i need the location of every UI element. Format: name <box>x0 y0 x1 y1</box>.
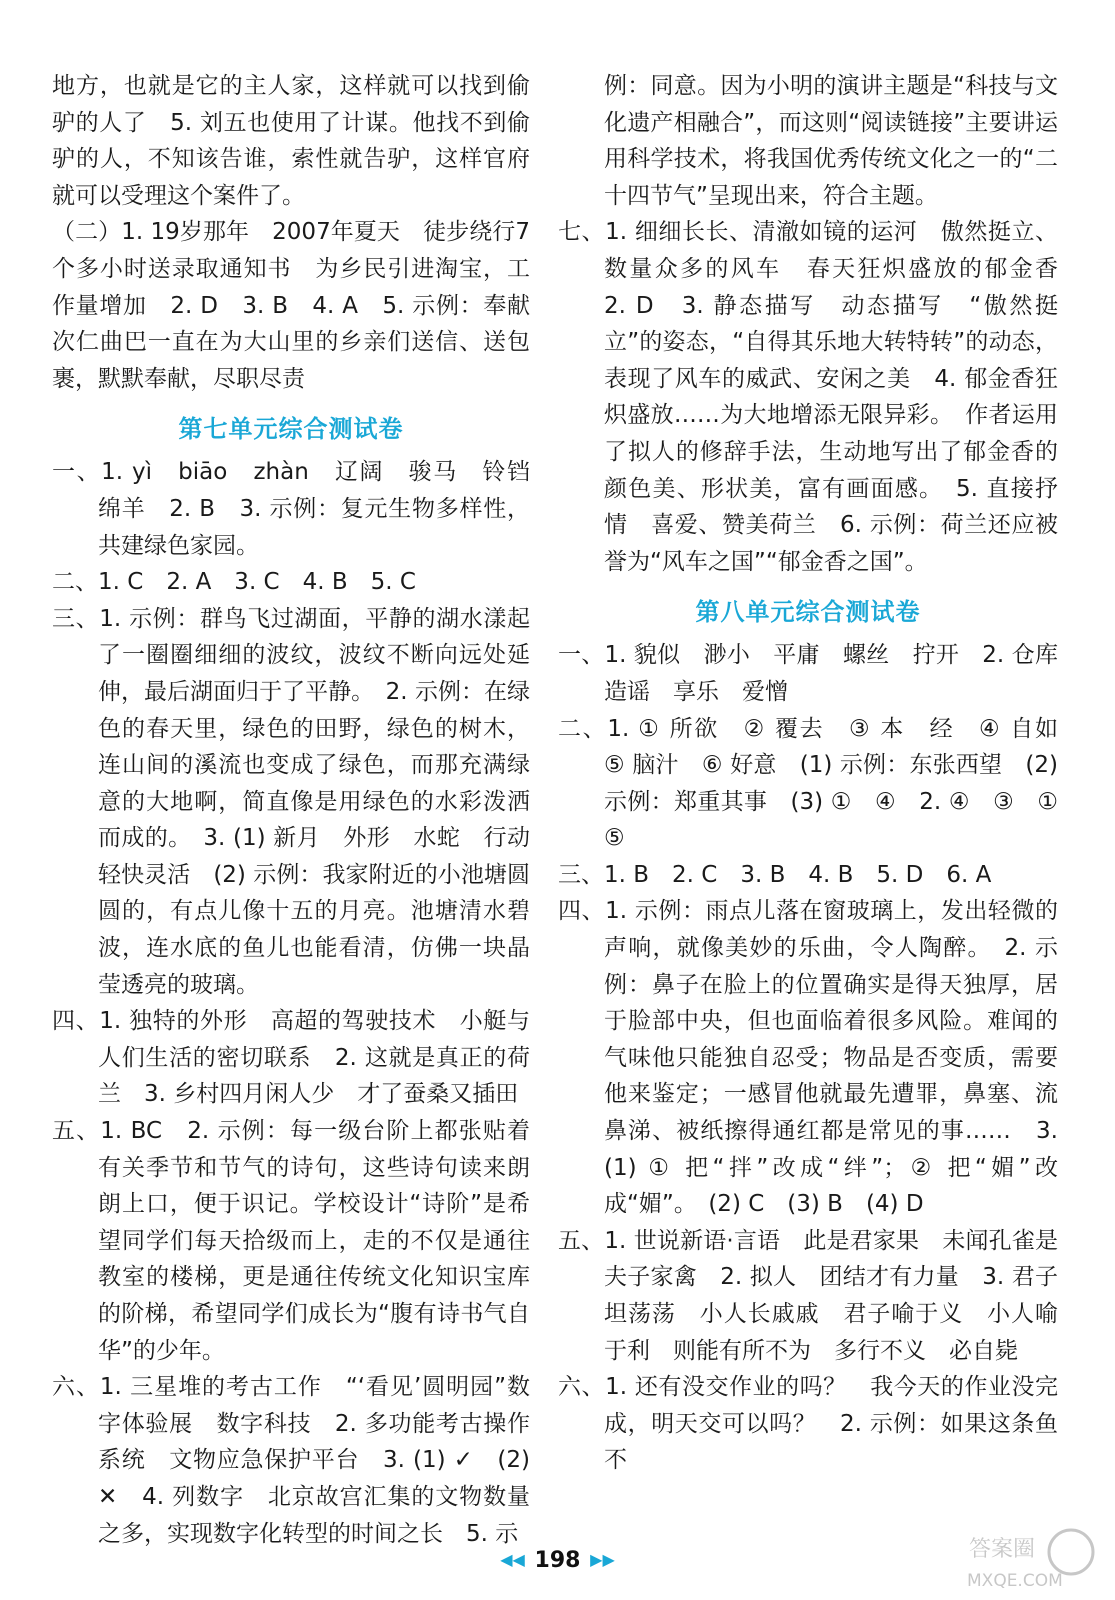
right-column <box>558 68 1081 1479</box>
unit8-q3: 三、1. B 2. C 3. B 4. B 5. D 6. A <box>558 861 992 888</box>
continued-answer: 例：同意。因为小明的演讲主题是“科技与文化遗产相融合”，而这则“阅读链接”主要讲运用科学技术，将我国优秀传统文化之一的“二十四节气”呈现出来，符合主题。 <box>604 73 1058 209</box>
unit7-q2: 二、1. C 2. A 3. C 4. B 5. C <box>52 569 416 596</box>
unit7-q1: 一、1. yì biāo zhàn 辽阔 骏马 铃铛 绵羊 2. B 3. 示例：复元生物多样性，共建绿色家园。 <box>52 459 553 559</box>
left-arrows-icon: ◀◀ <box>500 1550 525 1569</box>
unit8-q2: 二、1. ① 所欲 ② 覆去 ③ 本 经 ④ 自如 ⑤ 脑汁 ⑥ 好意 (1) 示例：东张西望 (2) 示例：郑重其事 (3) ① ④ 2. ④ ③ ① ⑤ <box>558 715 1081 852</box>
watermark-logo-text: 答案圈 <box>969 1537 1036 1562</box>
unit7-q5: 五、1. BC 2. 示例：每一级台阶上都张贴着有关季节和节气的诗句，这些诗句读来朗朗上口，便于识记。学校设计“诗阶”是希望同学们每天拾级而上，走的不仅是通往教室的楼梯，更是通往传统文化知识宝库的阶梯，希望同学们成长为“腹有诗书气自华”的少年。 <box>52 1118 530 1364</box>
intro-paragraph: 地方，也就是它的主人家，这样就可以找到偷驴的人了 5. 刘五也使用了计谋。他找不到偷驴的人，不知该告谁，索性就告驴，这样官府就可以受理这个案件了。 <box>52 73 530 209</box>
unit7-q4: 四、1. 独特的外形 高超的驾驶技术 小艇与人们生活的密切联系 2. 这就是真正的荷兰 3. 乡村四月闲人少 才了蚕桑又插田 <box>52 1008 530 1108</box>
unit8-q4: 四、1. 示例：雨点儿落在窗玻璃上，发出轻微的声响，就像美妙的乐曲，令人陶醉。 2. 示例：鼻子在脸上的位置确实是得天独厚，居于脸部中央，但也面临着很多风险。难闻的气味他只能独自忍受；物品是否变质，需要他来鉴定；一感冒他就最先遭罪，鼻塞、流鼻涕、被纸擦得通红都是常见的事…… 3. (1) ① 把“拌”改成“绊”；② 把“媚”改成“媚”。 (2) C (3) B (4) D <box>558 898 1058 1218</box>
unit7-q7: 七、1. 细细长长、清澈如镜的运河 傲然挺立、数量众多的风车 春天狂炽盛放的郁金香 2. D 3. 静态描写 动态描写 “傲然挺立”的姿态，“自得其乐地大转特转”的动态，表现了风车的威武、安闲之美 4. 郁金香狂炽盛放……为大地增添无限异彩。 作者运用了拟人的修辞手法，生动地写出了郁金香的颜色美、形状美，富有画面感。 5. 直接抒情 喜爱、赞美荷兰 6. 示例：荷兰还应被誉为“风车之国”“郁金香之国”。 <box>558 219 1081 575</box>
left-column <box>52 68 553 1552</box>
unit8-heading: 第八单元综合测试卷 <box>695 598 921 627</box>
unit7-heading: 第七单元综合测试卷 <box>178 415 404 444</box>
unit7-q6: 六、1. 三星堆的考古工作 “‘看见’圆明园”数字体验展 数字科技 2. 多功能考古操作系统 文物应急保护平台 3. (1) ✓ (2) ✕ 4. 列数字 北京故宫汇集的文物数量之多，实现数字化转型的时间之长 5. 示 <box>52 1374 530 1547</box>
part2-answers: （二）1. 19岁那年 2007年夏天 徒步绕行7个多小时送录取通知书 为乡民引进淘宝，工作量增加 2. D 3. B 4. A 5. 示例：奉献 次仁曲巴一直在为大山里的乡亲们送信、送包裹，默默奉献，尽职尽责 <box>52 219 553 392</box>
page-footer <box>0 1548 1115 1573</box>
unit8-q5: 五、1. 世说新语·言语 此是君家果 未闻孔雀是夫子家禽 2. 拟人 团结才有力量 3. 君子坦荡荡 小人长戚戚 君子喻于义 小人喻于利 则能有所不为 多行不义 必自毙 <box>558 1227 1058 1364</box>
watermark-logo-icon <box>961 1522 1101 1592</box>
unit8-q6: 六、1. 还有没交作业的吗？ 我今天的作业没完成，明天交可以吗？ 2. 示例：如果这条鱼不 <box>558 1374 1058 1474</box>
unit7-q3: 三、1. 示例：群鸟飞过湖面，平静的湖水漾起了一圈圈细细的波纹，波纹不断向远处延伸，最后湖面归于了平静。 2. 示例：在绿色的春天里，绿色的田野，绿色的树木，连山间的溪流也变成了绿色，而那充满绿意的大地啊，简直像是用绿色的水彩泼洒而成的。 3. (1) 新月 外形 水蛇 行动轻快灵活 (2) 示例：我家附近的小池塘圆圆的，有点儿像十五的月亮。池塘清水碧波，连水底的鱼儿也能看清，仿佛一块晶莹透亮的玻璃。 <box>52 605 530 998</box>
page-number: 198 <box>534 1548 581 1573</box>
watermark-text: MXQE.COM <box>967 1571 1063 1591</box>
right-arrows-icon: ▶▶ <box>590 1550 615 1569</box>
unit8-q1: 一、1. 貌似 渺小 平庸 螺丝 拧开 2. 仓库 造谣 享乐 爱憎 <box>558 642 1081 705</box>
